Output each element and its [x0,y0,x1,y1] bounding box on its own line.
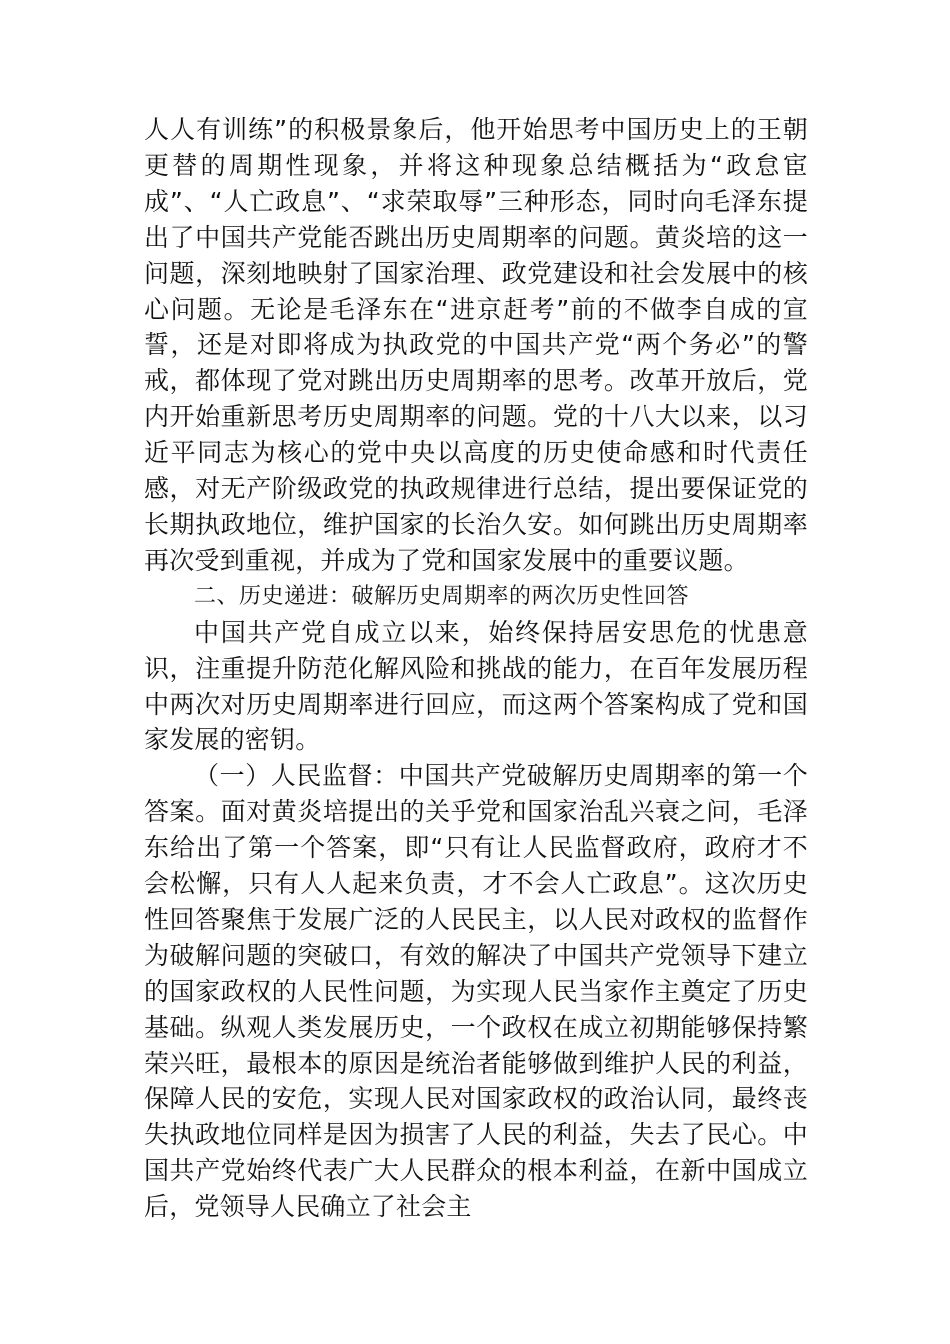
section-heading: 二、历史递进：破解历史周期率的两次历史性回答 [194,583,690,609]
paragraph-intro: 中国共产党自成立以来，始终保持居安思危的忧患意识，注重提升防范化解风险和挑战的能力，在百年发展历程中两次对历史周期率进行回应，而这两个答案构成了党和国家发展的密钥。 [144,617,808,755]
paragraph-subsection-one: （一）人民监督：中国共产党破解历史周期率的第一个答案。面对黄炎培提出的关乎党和国家治乱兴衰之问，毛泽东给出了第一个答案，即“只有让人民监督政府，政府才不会松懈，只有人人起来负责，才不会人亡政息”。这次历史性回答聚焦于发展广泛的人民民主，以人民对政权的监督作为破解问题的突破口，有效的解决了中国共产党领导下建立的国家政权的人民性问题，为实现人民当家作主奠定了历史基础。纵观人类发展历史，一个政权在成立初期能够保持繁荣兴旺，最根本的原因是统治者能够做到维护人民的利益，保障人民的安危，实现人民对国家政权的政治认同，最终丧失执政地位同样是因为损害了人民的利益，失去了民心。中国共产党始终代表广大人民群众的根本利益，在新中国成立后，党领导人民确立了社会主 [144,761,808,1222]
paragraph-continued: 人人有训练”的积极景象后，他开始思考中国历史上的王朝更替的周期性现象，并将这种现象总结概括为“政怠宦成”、“人亡政息”、“求荣取辱”三种形态，同时向毛泽东提出了中国共产党能否跳出历史周期率的问题。黄炎培的这一问题，深刻地映射了国家治理、政党建设和社会发展中的核心问题。无论是毛泽东在“进京赶考”前的不做李自成的宣誓，还是对即将成为执政党的中国共产党“两个务必”的警戒，都体现了党对跳出历史周期率的思考。改革开放后，党内开始重新思考历史周期率的问题。党的十八大以来，以习近平同志为核心的党中央以高度的历史使命感和时代责任感，对无产阶级政党的执政规律进行总结，提出要保证党的长期执政地位，维护国家的长治久安。如何跳出历史周期率再次受到重视，并成为了党和国家发展中的重要议题。 [144,115,808,575]
document-body [144,112,808,1225]
